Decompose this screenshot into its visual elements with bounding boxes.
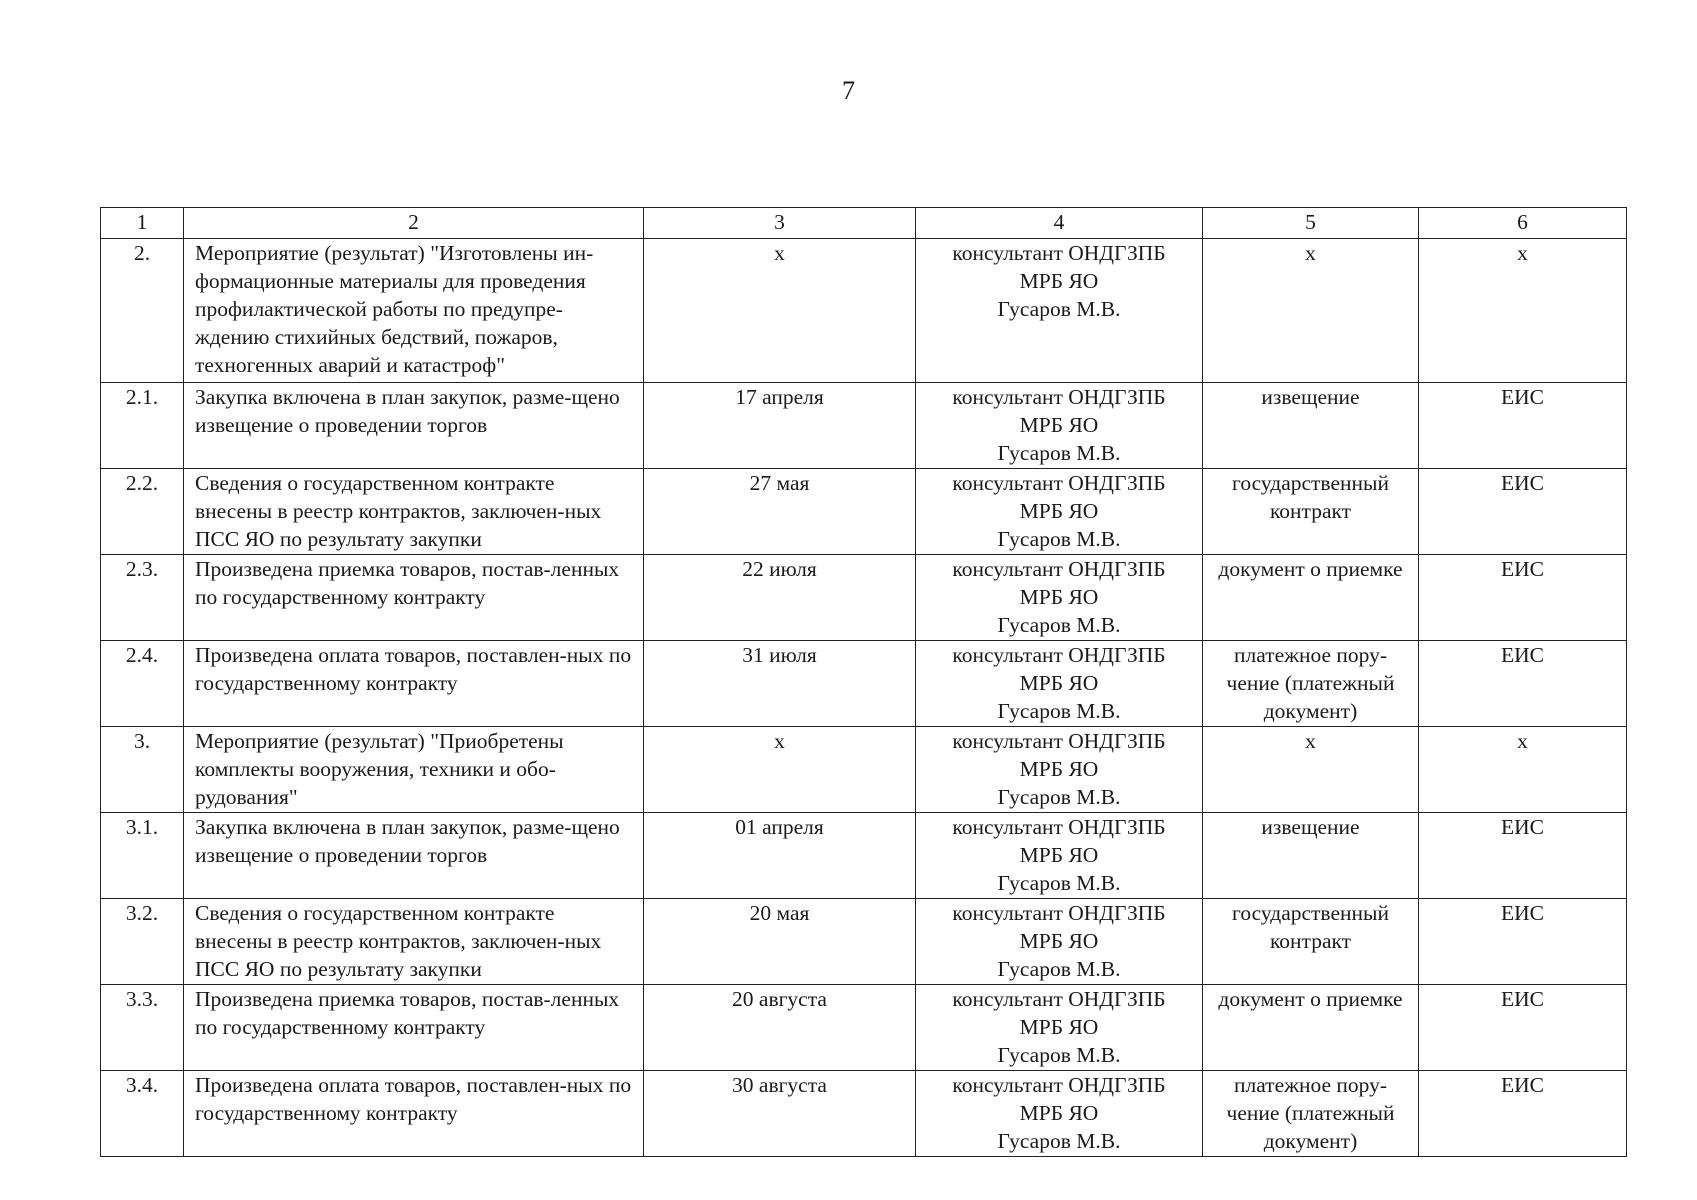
- responsible-person: Гусаров М.В.: [997, 699, 1121, 723]
- row-event-name: Мероприятие (результат) "Изготовлены ин-формационные материалы для проведения профилактической работы по предупре-ждению стихийных бедствий, пожаров, техногенных аварий и катастроф": [184, 239, 644, 383]
- row-date: x: [644, 727, 916, 813]
- row-number: 3.3.: [101, 985, 184, 1071]
- row-document: платежное пору-чение (платежный документ): [1203, 1071, 1419, 1157]
- table-row: [101, 469, 1627, 555]
- row-date: 20 августа: [644, 985, 916, 1071]
- row-system: ЕИС: [1419, 469, 1627, 555]
- responsible-department: МРБ ЯО: [1019, 1015, 1099, 1039]
- responsible-department: МРБ ЯО: [1019, 269, 1099, 293]
- table-row: [101, 813, 1627, 899]
- row-responsible: [916, 383, 1203, 469]
- responsible-position: консультант ОНДГЗПБ: [952, 385, 1166, 409]
- row-document: государственный контракт: [1203, 469, 1419, 555]
- row-system: x: [1419, 239, 1627, 383]
- row-date: 17 апреля: [644, 383, 916, 469]
- row-responsible: [916, 1071, 1203, 1157]
- row-document: x: [1203, 239, 1419, 383]
- responsible-department: МРБ ЯО: [1019, 929, 1099, 953]
- row-number: 3.1.: [101, 813, 184, 899]
- row-responsible: [916, 899, 1203, 985]
- row-date: 20 мая: [644, 899, 916, 985]
- header-col-2: 2: [184, 208, 644, 239]
- row-event-name: Произведена оплата товаров, поставлен-ных по государственному контракту: [184, 1071, 644, 1157]
- row-event-name: Произведена приемка товаров, постав-ленных по государственному контракту: [184, 555, 644, 641]
- responsible-position: консультант ОНДГЗПБ: [952, 987, 1166, 1011]
- row-event-name: Сведения о государственном контракте внесены в реестр контрактов, заключен-ных ПСС ЯО по результату закупки: [184, 899, 644, 985]
- row-event-name: Мероприятие (результат) "Приобретены комплекты вооружения, техники и обо-рудования": [184, 727, 644, 813]
- table-row: [101, 383, 1627, 469]
- header-col-4: 4: [916, 208, 1203, 239]
- row-number: 3.4.: [101, 1071, 184, 1157]
- row-number: 2.: [101, 239, 184, 383]
- responsible-person: Гусаров М.В.: [997, 1043, 1121, 1067]
- row-document: документ о приемке: [1203, 555, 1419, 641]
- responsible-department: МРБ ЯО: [1019, 671, 1099, 695]
- row-system: ЕИС: [1419, 1071, 1627, 1157]
- responsible-position: консультант ОНДГЗПБ: [952, 557, 1166, 581]
- responsible-person: Гусаров М.В.: [997, 613, 1121, 637]
- row-document: государственный контракт: [1203, 899, 1419, 985]
- row-responsible: [916, 813, 1203, 899]
- responsible-person: Гусаров М.В.: [997, 785, 1121, 809]
- table-header: [101, 208, 1627, 239]
- table-body: [101, 239, 1627, 1157]
- row-date: 30 августа: [644, 1071, 916, 1157]
- responsible-department: МРБ ЯО: [1019, 499, 1099, 523]
- row-responsible: [916, 985, 1203, 1071]
- row-system: ЕИС: [1419, 555, 1627, 641]
- row-system: ЕИС: [1419, 899, 1627, 985]
- row-document: x: [1203, 727, 1419, 813]
- responsible-department: МРБ ЯО: [1019, 413, 1099, 437]
- header-col-1: 1: [101, 208, 184, 239]
- responsible-person: Гусаров М.В.: [997, 957, 1121, 981]
- row-number: 2.1.: [101, 383, 184, 469]
- table-row: [101, 239, 1627, 383]
- row-document: платежное пору-чение (платежный документ): [1203, 641, 1419, 727]
- row-date: 22 июля: [644, 555, 916, 641]
- row-event-name: Закупка включена в план закупок, разме-щено извещение о проведении торгов: [184, 813, 644, 899]
- row-event-name: Закупка включена в план закупок, разме-щено извещение о проведении торгов: [184, 383, 644, 469]
- responsible-department: МРБ ЯО: [1019, 1101, 1099, 1125]
- responsible-position: консультант ОНДГЗПБ: [952, 729, 1166, 753]
- row-number: 2.3.: [101, 555, 184, 641]
- responsible-person: Гусаров М.В.: [997, 297, 1121, 321]
- responsible-department: МРБ ЯО: [1019, 585, 1099, 609]
- row-document: документ о приемке: [1203, 985, 1419, 1071]
- header-col-5: 5: [1203, 208, 1419, 239]
- row-date: 01 апреля: [644, 813, 916, 899]
- row-date: 31 июля: [644, 641, 916, 727]
- row-responsible: [916, 727, 1203, 813]
- responsible-position: консультант ОНДГЗПБ: [952, 815, 1166, 839]
- responsible-department: МРБ ЯО: [1019, 843, 1099, 867]
- row-number: 3.2.: [101, 899, 184, 985]
- row-event-name: Произведена приемка товаров, постав-ленных по государственному контракту: [184, 985, 644, 1071]
- page-number: 7: [842, 76, 855, 105]
- table-row: [101, 727, 1627, 813]
- responsible-person: Гусаров М.В.: [997, 1129, 1121, 1153]
- table-row: [101, 985, 1627, 1071]
- row-event-name: Произведена оплата товаров, поставлен-ных по государственному контракту: [184, 641, 644, 727]
- table-row: [101, 555, 1627, 641]
- row-responsible: [916, 469, 1203, 555]
- table-row: [101, 1071, 1627, 1157]
- row-number: 3.: [101, 727, 184, 813]
- row-system: ЕИС: [1419, 985, 1627, 1071]
- row-event-name: Сведения о государственном контракте внесены в реестр контрактов, заключен-ных ПСС ЯО по результату закупки: [184, 469, 644, 555]
- row-responsible: [916, 641, 1203, 727]
- row-system: ЕИС: [1419, 641, 1627, 727]
- row-system: x: [1419, 727, 1627, 813]
- responsible-position: консультант ОНДГЗПБ: [952, 1073, 1166, 1097]
- row-number: 2.4.: [101, 641, 184, 727]
- row-responsible: [916, 555, 1203, 641]
- responsible-person: Гусаров М.В.: [997, 527, 1121, 551]
- responsible-department: МРБ ЯО: [1019, 757, 1099, 781]
- responsible-person: Гусаров М.В.: [997, 871, 1121, 895]
- row-system: ЕИС: [1419, 813, 1627, 899]
- responsible-position: консультант ОНДГЗПБ: [952, 901, 1166, 925]
- responsible-position: консультант ОНДГЗПБ: [952, 471, 1166, 495]
- header-row: [101, 208, 1627, 239]
- row-number: 2.2.: [101, 469, 184, 555]
- row-document: извещение: [1203, 813, 1419, 899]
- row-date: 27 мая: [644, 469, 916, 555]
- table-row: [101, 641, 1627, 727]
- row-date: x: [644, 239, 916, 383]
- row-system: ЕИС: [1419, 383, 1627, 469]
- table-row: [101, 899, 1627, 985]
- responsible-person: Гусаров М.В.: [997, 441, 1121, 465]
- header-col-3: 3: [644, 208, 916, 239]
- responsible-position: консультант ОНДГЗПБ: [952, 241, 1166, 265]
- responsible-position: консультант ОНДГЗПБ: [952, 643, 1166, 667]
- header-col-6: 6: [1419, 208, 1627, 239]
- row-responsible: [916, 239, 1203, 383]
- measures-table: [100, 207, 1627, 1157]
- row-document: извещение: [1203, 383, 1419, 469]
